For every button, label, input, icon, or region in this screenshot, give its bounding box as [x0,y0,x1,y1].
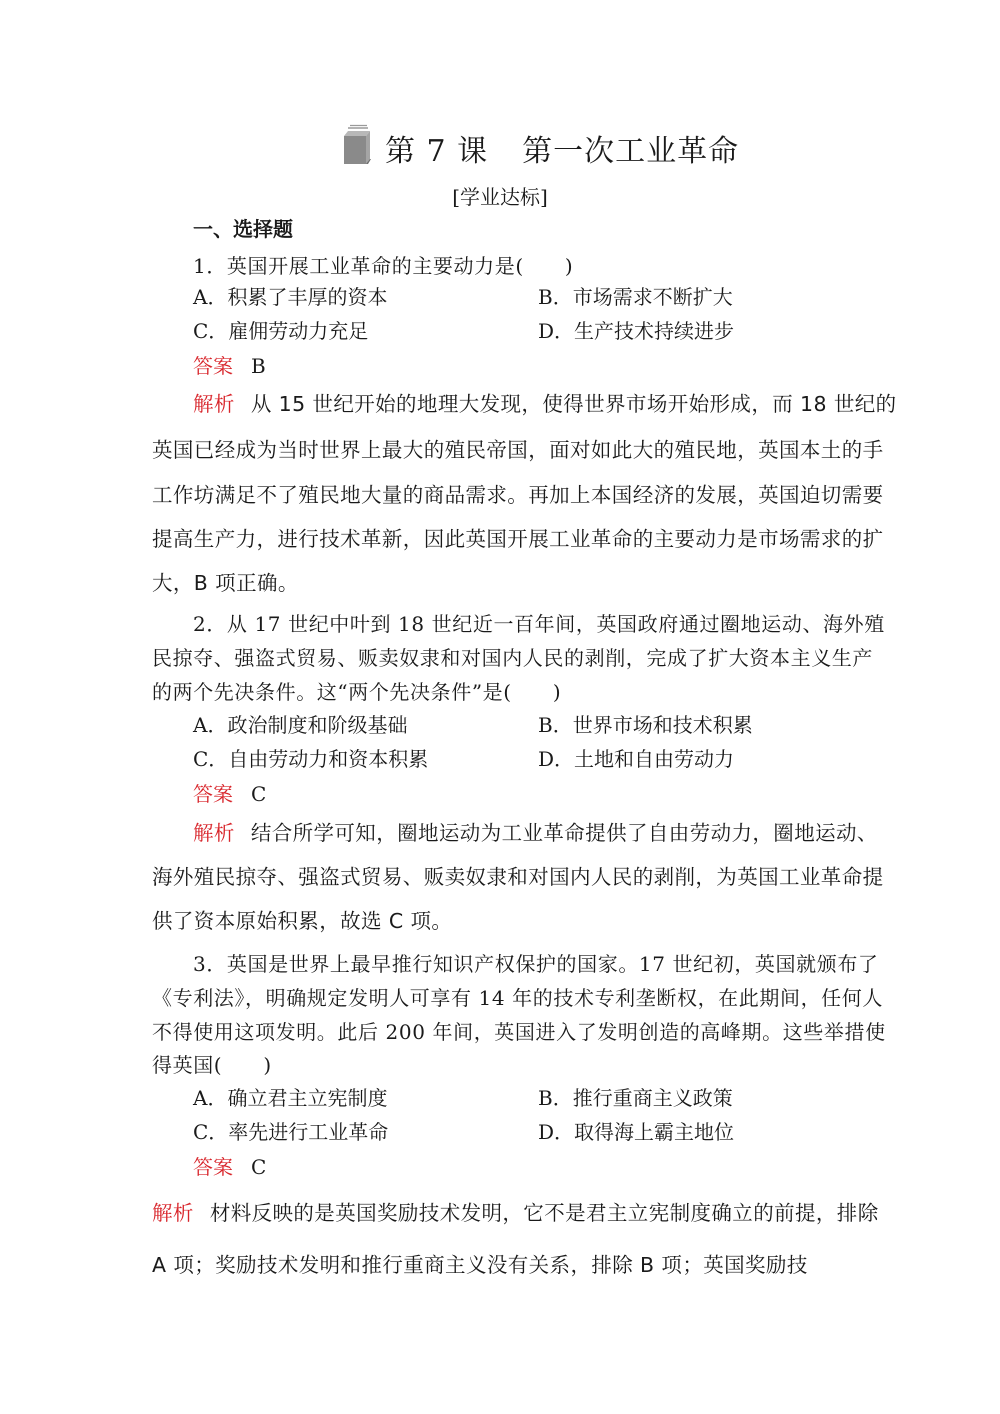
answer-value: C [251,782,267,806]
question-2-explanation-line: 解析 结合所学可知，圈地运动为工业革命提供了自由劳动力，圈地运动、 [193,821,878,845]
question-2-stem: 的两个先决条件。这“两个先决条件”是( ) [152,680,562,704]
question-3-stem: 3．英国是世界上最早推行知识产权保护的国家。17 世纪初，英国就颁布了 [193,952,879,976]
question-3-stem: 得英国( ) [152,1053,272,1077]
answer-label: 答案 [193,354,233,378]
question-3-stem: 不得使用这项发明。此后 200 年间，英国进入了发明创造的高峰期。这些举措使 [152,1020,886,1044]
question-3-option-a: A．确立君主立宪制度 [193,1086,388,1110]
question-3-option-b: B．推行重商主义政策 [538,1086,733,1110]
question-2-option-d: D．土地和自由劳动力 [538,747,735,771]
question-3-explanation-line: A 项；奖励技术发明和推行重商主义没有关系，排除 B 项；英国奖励技 [152,1253,808,1277]
question-2-stem: 民掠夺、强盗式贸易、贩卖奴隶和对国内人民的剥削，完成了扩大资本主义生产 [152,646,873,670]
answer-value: C [251,1155,267,1179]
question-2-stem: 2．从 17 世纪中叶到 18 世纪近一百年间，英国政府通过圈地运动、海外殖 [193,612,885,636]
question-1-explanation-line: 解析 从 15 世纪开始的地理大发现，使得世界市场开始形成，而 18 世纪的 [193,392,897,416]
question-2-option-b: B．世界市场和技术积累 [538,713,753,737]
question-2-answer [193,780,266,808]
book-stack-icon [340,124,372,164]
question-1-option-c: C．雇佣劳动力充足 [193,319,369,343]
question-3-explanation-line: 解析 材料反映的是英国奖励技术发明，它不是君主立宪制度确立的前提，排除 [152,1201,879,1225]
question-2-explanation-line: 海外殖民掠夺、强盗式贸易、贩卖奴隶和对国内人民的剥削，为英国工业革命提 [152,865,884,889]
section-heading: 一、选择题 [193,217,293,241]
question-2-option-c: C．自由劳动力和资本积累 [193,747,429,771]
lesson-name: 第一次工业革命 [522,134,740,169]
question-1-option-b: B．市场需求不断扩大 [538,285,733,309]
lesson-title [0,122,1000,176]
question-1-explanation-line: 提高生产力，进行技术革新，因此英国开展工业革命的主要动力是市场需求的扩 [152,527,884,551]
title-text [385,126,739,170]
question-3-stem: 《专利法》，明确规定发明人可享有 14 年的技术专利垄断权，在此期间，任何人 [152,986,883,1010]
question-1-stem: 1．英国开展工业革命的主要动力是( ) [193,254,574,278]
answer-value: B [251,354,266,378]
question-1-option-d: D．生产技术持续进步 [538,319,735,343]
question-3-option-c: C．率先进行工业革命 [193,1120,389,1144]
question-1-explanation-line: 英国已经成为当时世界上最大的殖民帝国，面对如此大的殖民地，英国本土的手 [152,438,884,462]
question-1-explanation-line: 大，B 项正确。 [152,571,299,595]
lesson-number: 第 7 课 [385,134,489,169]
question-3-answer [193,1153,266,1181]
question-1-explanation-line: 工作坊满足不了殖民地大量的商品需求。再加上本国经济的发展，英国迫切需要 [152,483,884,507]
question-3-option-d: D．取得海上霸主地位 [538,1120,735,1144]
question-2-option-a: A．政治制度和阶级基础 [193,713,408,737]
answer-label: 答案 [193,1155,233,1179]
explanation-label: 解析 [193,392,235,416]
explanation-label: 解析 [152,1201,194,1225]
explanation-label: 解析 [193,821,235,845]
question-2-explanation-line: 供了资本原始积累，故选 C 项。 [152,909,453,933]
subtitle: [学业达标] [452,185,548,209]
question-1-answer [193,352,266,380]
question-1-option-a: A．积累了丰厚的资本 [193,285,388,309]
answer-label: 答案 [193,782,233,806]
